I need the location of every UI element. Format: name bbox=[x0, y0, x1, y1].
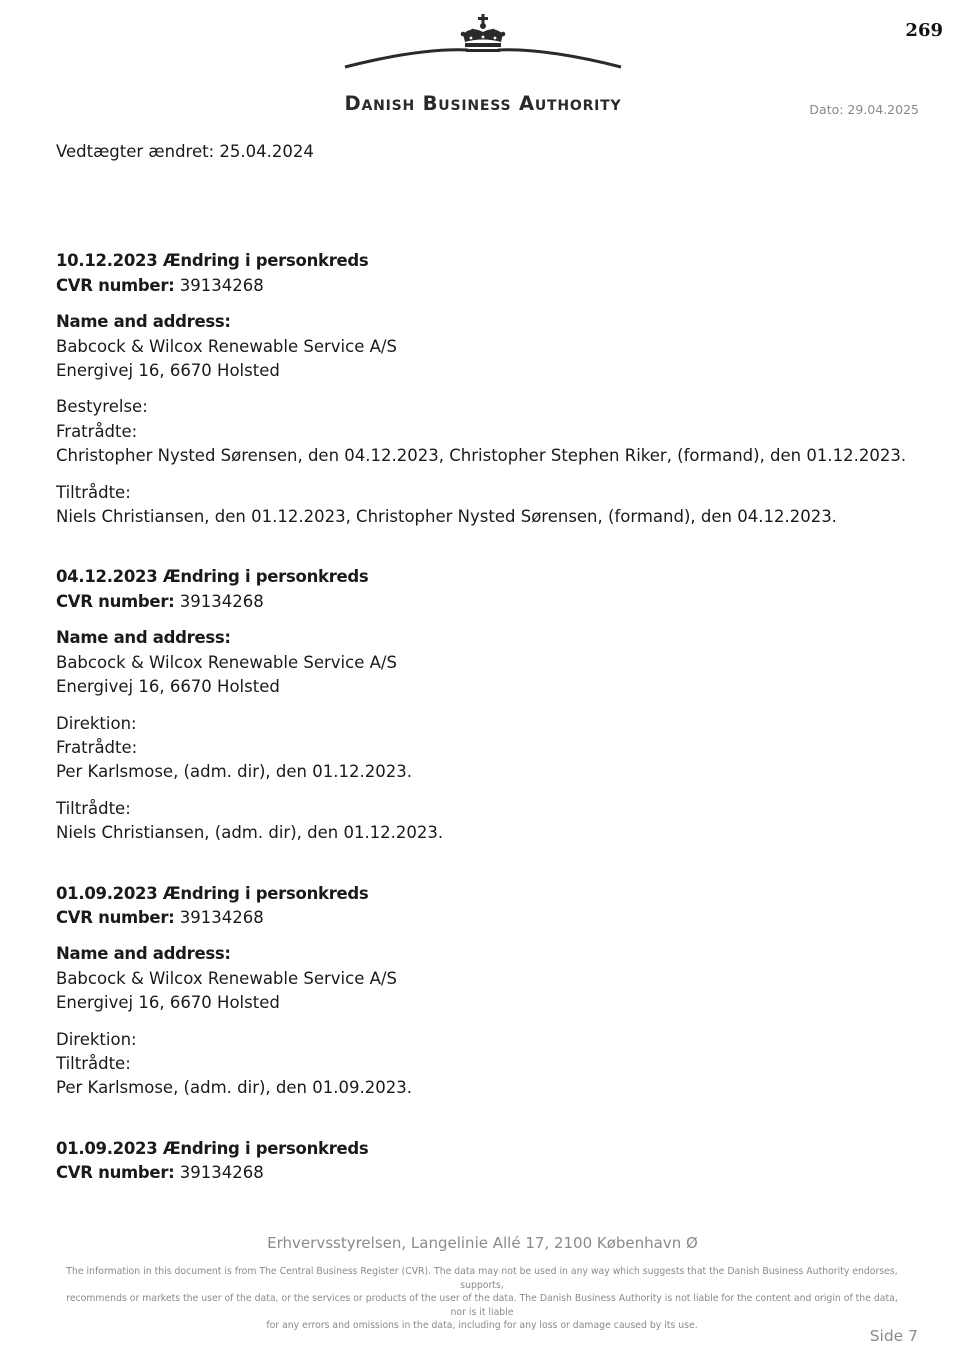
resigned-label: Fratrådte: bbox=[56, 737, 138, 757]
joined-label: Tiltrådte: bbox=[56, 1053, 131, 1073]
statutes-changed: Vedtægter ændret: 25.04.2024 bbox=[56, 142, 314, 161]
entry-2 bbox=[56, 565, 926, 845]
cvr-label: CVR number: bbox=[56, 591, 175, 611]
crown-icon bbox=[300, 12, 666, 82]
document-date: Dato: 29.04.2025 bbox=[809, 102, 919, 117]
company-name: Babcock & Wilcox Renewable Service A/S bbox=[56, 968, 397, 988]
cvr-label: CVR number: bbox=[56, 275, 175, 295]
company-address: Energivej 16, 6670 Holsted bbox=[56, 361, 280, 381]
cvr-label: CVR number: bbox=[56, 1163, 175, 1183]
entry-1 bbox=[56, 249, 926, 529]
name-address-label: Name and address: bbox=[56, 944, 231, 964]
company-address: Energivej 16, 6670 Holsted bbox=[56, 993, 280, 1013]
disclaimer-line: recommends or markets the user of the data, or the services or products of the user of the data. The Danish Business Authority is not liable for the content and origin of the data, nor is it liable bbox=[66, 1293, 898, 1318]
footer-address: Erhvervsstyrelsen, Langelinie Allé 17, 2100 København Ø bbox=[267, 1234, 698, 1252]
body-title: Bestyrelse: bbox=[56, 397, 148, 417]
entry-3 bbox=[56, 882, 926, 1101]
company-address: Energivej 16, 6670 Holsted bbox=[56, 677, 280, 697]
cvr-value: 39134268 bbox=[179, 591, 264, 611]
page-number: 269 bbox=[905, 20, 943, 41]
cvr-value: 39134268 bbox=[179, 275, 264, 295]
entry-heading: 10.12.2023 Ændring i personkreds bbox=[56, 251, 369, 271]
entry-4 bbox=[56, 1137, 926, 1186]
resigned-persons: Per Karlsmose, (adm. dir), den 01.12.2023. bbox=[56, 762, 412, 782]
disclaimer-line: for any errors and omissions in the data, including for any loss or damage caused by its use. bbox=[266, 1320, 698, 1331]
cvr-value: 39134268 bbox=[179, 1163, 264, 1183]
document-body bbox=[56, 140, 926, 1186]
danish-business-authority-logo bbox=[300, 12, 666, 115]
resigned-label: Fratrådte: bbox=[56, 421, 138, 441]
entry-heading: 01.09.2023 Ændring i personkreds bbox=[56, 883, 369, 903]
cvr-label: CVR number: bbox=[56, 907, 175, 927]
entry-heading: 04.12.2023 Ændring i personkreds bbox=[56, 567, 369, 587]
side-number: Side 7 bbox=[869, 1327, 918, 1345]
joined-label: Tiltrådte: bbox=[56, 482, 131, 502]
body-title: Direktion: bbox=[56, 713, 137, 733]
joined-persons: Niels Christiansen, den 01.12.2023, Christopher Nysted Sørensen, (formand), den 04.12.2023. bbox=[56, 507, 837, 527]
resigned-persons: Christopher Nysted Sørensen, den 04.12.2023, Christopher Stephen Riker, (formand), den 01.12.2023. bbox=[56, 446, 907, 466]
logo-text: Danish Business Authority bbox=[344, 92, 622, 115]
entry-heading: 01.09.2023 Ændring i personkreds bbox=[56, 1138, 369, 1158]
joined-persons: Per Karlsmose, (adm. dir), den 01.09.2023. bbox=[56, 1078, 412, 1098]
company-name: Babcock & Wilcox Renewable Service A/S bbox=[56, 336, 397, 356]
disclaimer-line: The information in this document is from The Central Business Register (CVR). The data may not be used in any way which suggests that the Danish Business Authority endorses, supports, bbox=[66, 1266, 898, 1291]
cvr-value: 39134268 bbox=[179, 907, 264, 927]
joined-persons: Niels Christiansen, (adm. dir), den 01.12.2023. bbox=[56, 823, 444, 843]
body-title: Direktion: bbox=[56, 1029, 137, 1049]
name-address-label: Name and address: bbox=[56, 628, 231, 648]
joined-label: Tiltrådte: bbox=[56, 798, 131, 818]
footer-disclaimer bbox=[62, 1265, 902, 1333]
name-address-label: Name and address: bbox=[56, 312, 231, 332]
company-name: Babcock & Wilcox Renewable Service A/S bbox=[56, 652, 397, 672]
